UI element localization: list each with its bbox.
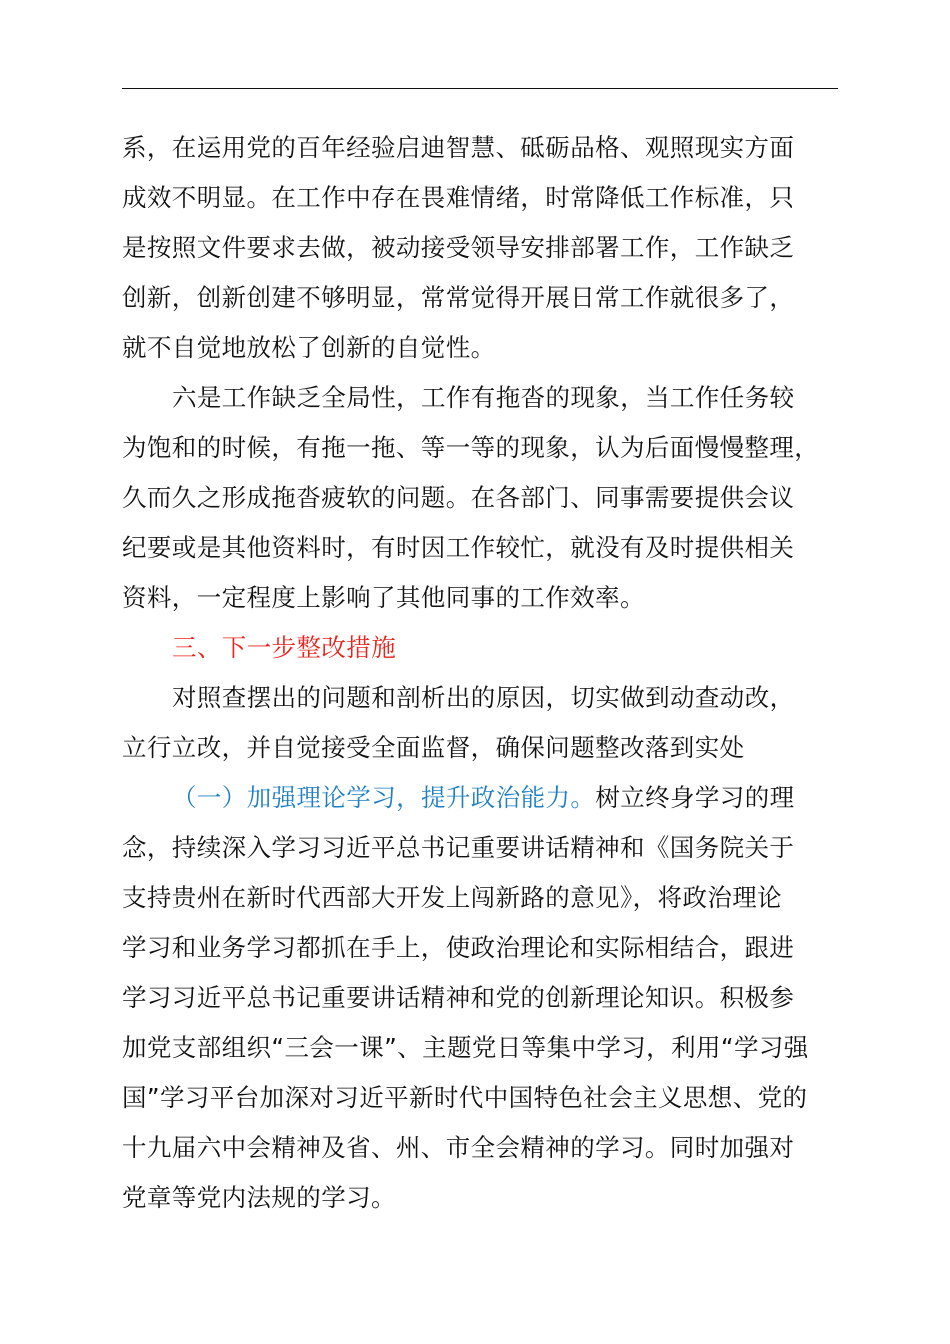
text-line: 党章等党内法规的学习。 — [122, 1183, 396, 1212]
text-line: 念，持续深入学习习近平总书记重要讲话精神和《国务院关于 — [122, 833, 795, 862]
section-heading: 三、下一步整改措施 — [172, 633, 397, 662]
text-line: 就不自觉地放松了创新的自觉性。 — [122, 333, 496, 362]
text-line: 是按照文件要求去做，被动接受领导安排部署工作，工作缺乏 — [122, 233, 795, 262]
text-line: 十九届六中会精神及省、州、市全会精神的学习。同时加强对 — [122, 1133, 795, 1162]
paragraph-first-line: 对照查摆出的问题和剖析出的原因，切实做到动查动改， — [172, 683, 795, 712]
text-line: 成效不明显。在工作中存在畏难情绪，时常降低工作标准，只 — [122, 183, 795, 212]
text-line: 学习和业务学习都抓在手上，使政治理论和实际相结合，跟进 — [122, 933, 795, 962]
text-line: 为饱和的时候，有拖一拖、等一等的现象，认为后面慢慢整理， — [122, 433, 820, 462]
header-rule — [122, 88, 838, 89]
subsection-line — [0, 778, 950, 818]
text-line: 学习习近平总书记重要讲话精神和党的创新理论知识。积极参 — [122, 983, 795, 1012]
subsection-text: 树立终身学习的理 — [595, 783, 795, 812]
text-line: 资料，一定程度上影响了其他同事的工作效率。 — [122, 583, 645, 612]
text-line: 立行立改，并自觉接受全面监督，确保问题整改落到实处 — [122, 733, 745, 762]
text-line: 支持贵州在新时代西部大开发上闯新路的意见》，将政治理论 — [122, 883, 783, 912]
text-line: 纪要或是其他资料时，有时因工作较忙，就没有及时提供相关 — [122, 533, 795, 562]
text-line: 创新，创新创建不够明显，常常觉得开展日常工作就很多了， — [122, 283, 795, 312]
text-line: 加党支部组织“三会一课”、主题党日等集中学习，利用“学习强 — [122, 1033, 809, 1062]
paragraph-first-line: 六是工作缺乏全局性，工作有拖沓的现象，当工作任务较 — [172, 383, 795, 412]
subsection-heading: （一）加强理论学习，提升政治能力。 — [172, 783, 596, 812]
text-line: 国”学习平台加深对习近平新时代中国特色社会主义思想、党的 — [122, 1083, 808, 1112]
text-line: 系，在运用党的百年经验启迪智慧、砥砺品格、观照现实方面 — [122, 133, 795, 162]
text-line: 久而久之形成拖沓疲软的问题。在各部门、同事需要提供会议 — [122, 483, 795, 512]
